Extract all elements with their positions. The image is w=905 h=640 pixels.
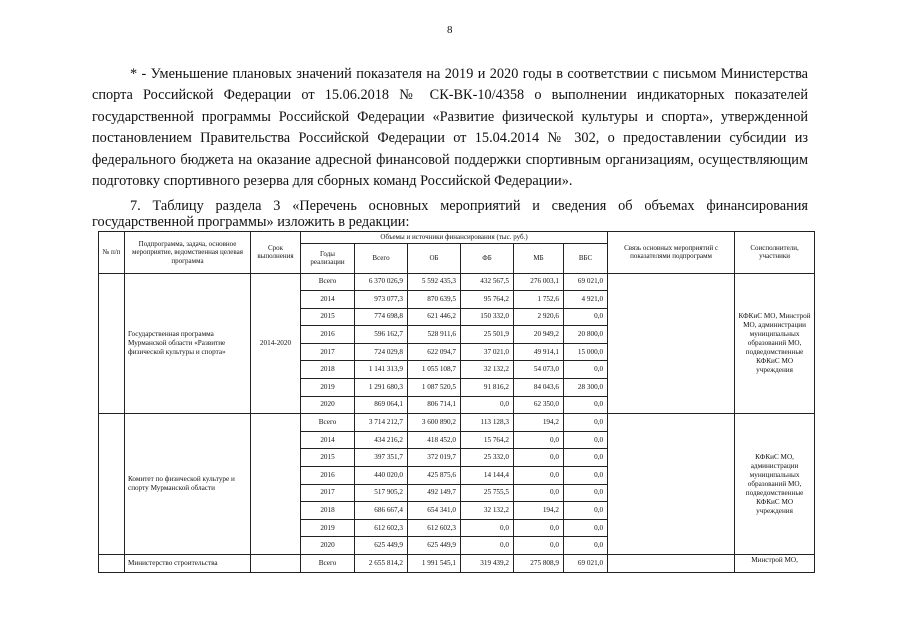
total-cell: 625 449,9 [355, 537, 408, 555]
mb-cell: 194,2 [514, 414, 564, 432]
fb-cell: 113 128,3 [461, 414, 514, 432]
year-cell: 2019 [301, 519, 355, 537]
ob-cell: 870 639,5 [408, 291, 461, 309]
ob-cell: 492 149,7 [408, 484, 461, 502]
year-cell: 2018 [301, 502, 355, 520]
total-cell: 3 714 212,7 [355, 414, 408, 432]
vbs-cell: 69 021,0 [564, 555, 608, 573]
total-cell: 1 141 313,9 [355, 361, 408, 379]
header-vbs: ВБС [564, 243, 608, 273]
vbs-cell: 0,0 [564, 537, 608, 555]
total-cell: 434 216,2 [355, 431, 408, 449]
mb-cell: 0,0 [514, 519, 564, 537]
total-cell: 517 905,2 [355, 484, 408, 502]
year-cell: Всего [301, 273, 355, 291]
total-cell: 686 667,4 [355, 502, 408, 520]
mb-cell: 1 752,6 [514, 291, 564, 309]
ob-cell: 3 600 890,2 [408, 414, 461, 432]
executors-cell: КФКиС МО, администрации муниципальных образований МО, подведомственные КФКиС МО учреждения [735, 414, 815, 555]
footnote-paragraph: * - Уменьшение плановых значений показателя на 2019 и 2020 годы в соответствии с письмом Министерства спорта Российской Федерации от 15.06.2018 № СК-ВК-10/4358 о выполнении индикаторных показателей государственной программы Российской Федерации «Развитие физической культуры и спорта», утвержденной постановлением Правительства Российской Федерации от 15.04.2014 № 302, о предоставлении субсидии из федерального бюджета на оказание адресной финансовой поддержки спортивным организациям, осуществляющим подготовку спортивного резерва для сборных команд Российской Федерации». [92, 66, 808, 190]
fb-cell: 32 132,2 [461, 361, 514, 379]
year-cell: Всего [301, 555, 355, 573]
total-cell: 440 020,0 [355, 467, 408, 485]
mb-cell: 194,2 [514, 502, 564, 520]
total-cell: 973 077,3 [355, 291, 408, 309]
mb-cell: 0,0 [514, 431, 564, 449]
header-link: Связь основных мероприятий с показателями подпрограмм [608, 232, 735, 274]
vbs-cell: 0,0 [564, 396, 608, 414]
ob-cell: 622 094,7 [408, 343, 461, 361]
mb-cell: 0,0 [514, 537, 564, 555]
table-body [99, 273, 815, 572]
header-subprogram: Подпрограмма, задача, основное мероприятие, ведомственная целевая программа [125, 232, 251, 274]
vbs-cell: 4 921,0 [564, 291, 608, 309]
total-cell: 2 655 814,2 [355, 555, 408, 573]
term-cell [251, 414, 301, 555]
total-cell: 596 162,7 [355, 326, 408, 344]
vbs-cell: 0,0 [564, 361, 608, 379]
fb-cell: 15 764,2 [461, 431, 514, 449]
ob-cell: 528 911,6 [408, 326, 461, 344]
mb-cell: 0,0 [514, 449, 564, 467]
ob-cell: 418 452,0 [408, 431, 461, 449]
year-cell: 2018 [301, 361, 355, 379]
vbs-cell: 0,0 [564, 414, 608, 432]
link-cell [608, 555, 735, 573]
header-years: Годы реализации [301, 243, 355, 273]
fb-cell: 0,0 [461, 537, 514, 555]
vbs-cell: 0,0 [564, 502, 608, 520]
ob-cell: 621 446,2 [408, 308, 461, 326]
year-cell: 2020 [301, 396, 355, 414]
vbs-cell: 0,0 [564, 431, 608, 449]
ob-cell: 654 341,0 [408, 502, 461, 520]
header-fb: ФБ [461, 243, 514, 273]
subprogram-name: Министерство строительства [125, 555, 251, 573]
vbs-cell: 15 000,0 [564, 343, 608, 361]
fb-cell: 95 764,2 [461, 291, 514, 309]
fb-cell: 37 021,0 [461, 343, 514, 361]
fb-cell: 25 332,0 [461, 449, 514, 467]
subprogram-name: Государственная программа Мурманской области «Развитие физической культуры и спорта» [125, 273, 251, 414]
ob-cell: 612 602,3 [408, 519, 461, 537]
table-row [99, 414, 815, 432]
year-cell: 2015 [301, 449, 355, 467]
vbs-cell: 28 300,0 [564, 379, 608, 397]
ob-cell: 425 875,6 [408, 467, 461, 485]
executors-cell: Минстрой МО, [735, 555, 815, 573]
total-cell: 774 698,8 [355, 308, 408, 326]
header-total: Всего [355, 243, 408, 273]
fb-cell: 14 144,4 [461, 467, 514, 485]
year-cell: 2020 [301, 537, 355, 555]
row-number-cell [99, 273, 125, 414]
vbs-cell: 0,0 [564, 467, 608, 485]
total-cell: 1 291 680,3 [355, 379, 408, 397]
subprogram-name: Комитет по физической культуре и спорту Мурманской области [125, 414, 251, 555]
link-cell [608, 273, 735, 414]
vbs-cell: 69 021,0 [564, 273, 608, 291]
header-row-1 [99, 232, 815, 244]
header-mb: МБ [514, 243, 564, 273]
fb-cell: 0,0 [461, 396, 514, 414]
table-row [99, 273, 815, 291]
header-ob: ОБ [408, 243, 461, 273]
ob-cell: 5 592 435,3 [408, 273, 461, 291]
year-cell: 2015 [301, 308, 355, 326]
fb-cell: 319 439,2 [461, 555, 514, 573]
year-cell: Всего [301, 414, 355, 432]
ob-cell: 1 055 108,7 [408, 361, 461, 379]
ob-cell: 1 087 520,5 [408, 379, 461, 397]
item-7-paragraph: 7. Таблицу раздела 3 «Перечень основных мероприятий и сведения об объемах финансирования государственной программы» изложить в редакции: [92, 198, 808, 230]
year-cell: 2017 [301, 343, 355, 361]
fb-cell: 32 132,2 [461, 502, 514, 520]
mb-cell: 2 920,6 [514, 308, 564, 326]
row-number-cell [99, 555, 125, 573]
total-cell: 869 064,1 [355, 396, 408, 414]
term-cell: 2014-2020 [251, 273, 301, 414]
total-cell: 612 602,3 [355, 519, 408, 537]
vbs-cell: 0,0 [564, 484, 608, 502]
vbs-cell: 0,0 [564, 449, 608, 467]
year-cell: 2014 [301, 431, 355, 449]
fb-cell: 91 816,2 [461, 379, 514, 397]
mb-cell: 0,0 [514, 484, 564, 502]
header-executors: Соисполнители, участники [735, 232, 815, 274]
ob-cell: 806 714,1 [408, 396, 461, 414]
mb-cell: 62 350,0 [514, 396, 564, 414]
year-cell: 2017 [301, 484, 355, 502]
vbs-cell: 0,0 [564, 519, 608, 537]
year-cell: 2014 [301, 291, 355, 309]
mb-cell: 0,0 [514, 467, 564, 485]
ob-cell: 372 019,7 [408, 449, 461, 467]
vbs-cell: 20 800,0 [564, 326, 608, 344]
fb-cell: 150 332,0 [461, 308, 514, 326]
executors-cell: КФКиС МО, Минстрой МО, администрации муниципальных образований МО, подведомственные КФКиС МО учреждения [735, 273, 815, 414]
mb-cell: 275 808,9 [514, 555, 564, 573]
year-cell: 2016 [301, 326, 355, 344]
total-cell: 397 351,7 [355, 449, 408, 467]
fb-cell: 432 567,5 [461, 273, 514, 291]
fb-cell: 25 755,5 [461, 484, 514, 502]
total-cell: 724 029,8 [355, 343, 408, 361]
mb-cell: 20 949,2 [514, 326, 564, 344]
header-term: Срок выполнения [251, 232, 301, 274]
financing-table [98, 231, 815, 573]
total-cell: 6 370 026,9 [355, 273, 408, 291]
year-cell: 2016 [301, 467, 355, 485]
term-cell [251, 555, 301, 573]
year-cell: 2019 [301, 379, 355, 397]
mb-cell: 84 043,6 [514, 379, 564, 397]
mb-cell: 276 003,1 [514, 273, 564, 291]
link-cell [608, 414, 735, 555]
table-row [99, 555, 815, 573]
header-funding: Объемы и источники финансирования (тыс. руб.) [301, 232, 608, 244]
row-number-cell [99, 414, 125, 555]
ob-cell: 625 449,9 [408, 537, 461, 555]
fb-cell: 25 501,9 [461, 326, 514, 344]
fb-cell: 0,0 [461, 519, 514, 537]
mb-cell: 54 073,0 [514, 361, 564, 379]
header-num: № п/п [99, 232, 125, 274]
page-number: 8 [447, 24, 453, 36]
mb-cell: 49 914,1 [514, 343, 564, 361]
ob-cell: 1 991 545,1 [408, 555, 461, 573]
vbs-cell: 0,0 [564, 308, 608, 326]
